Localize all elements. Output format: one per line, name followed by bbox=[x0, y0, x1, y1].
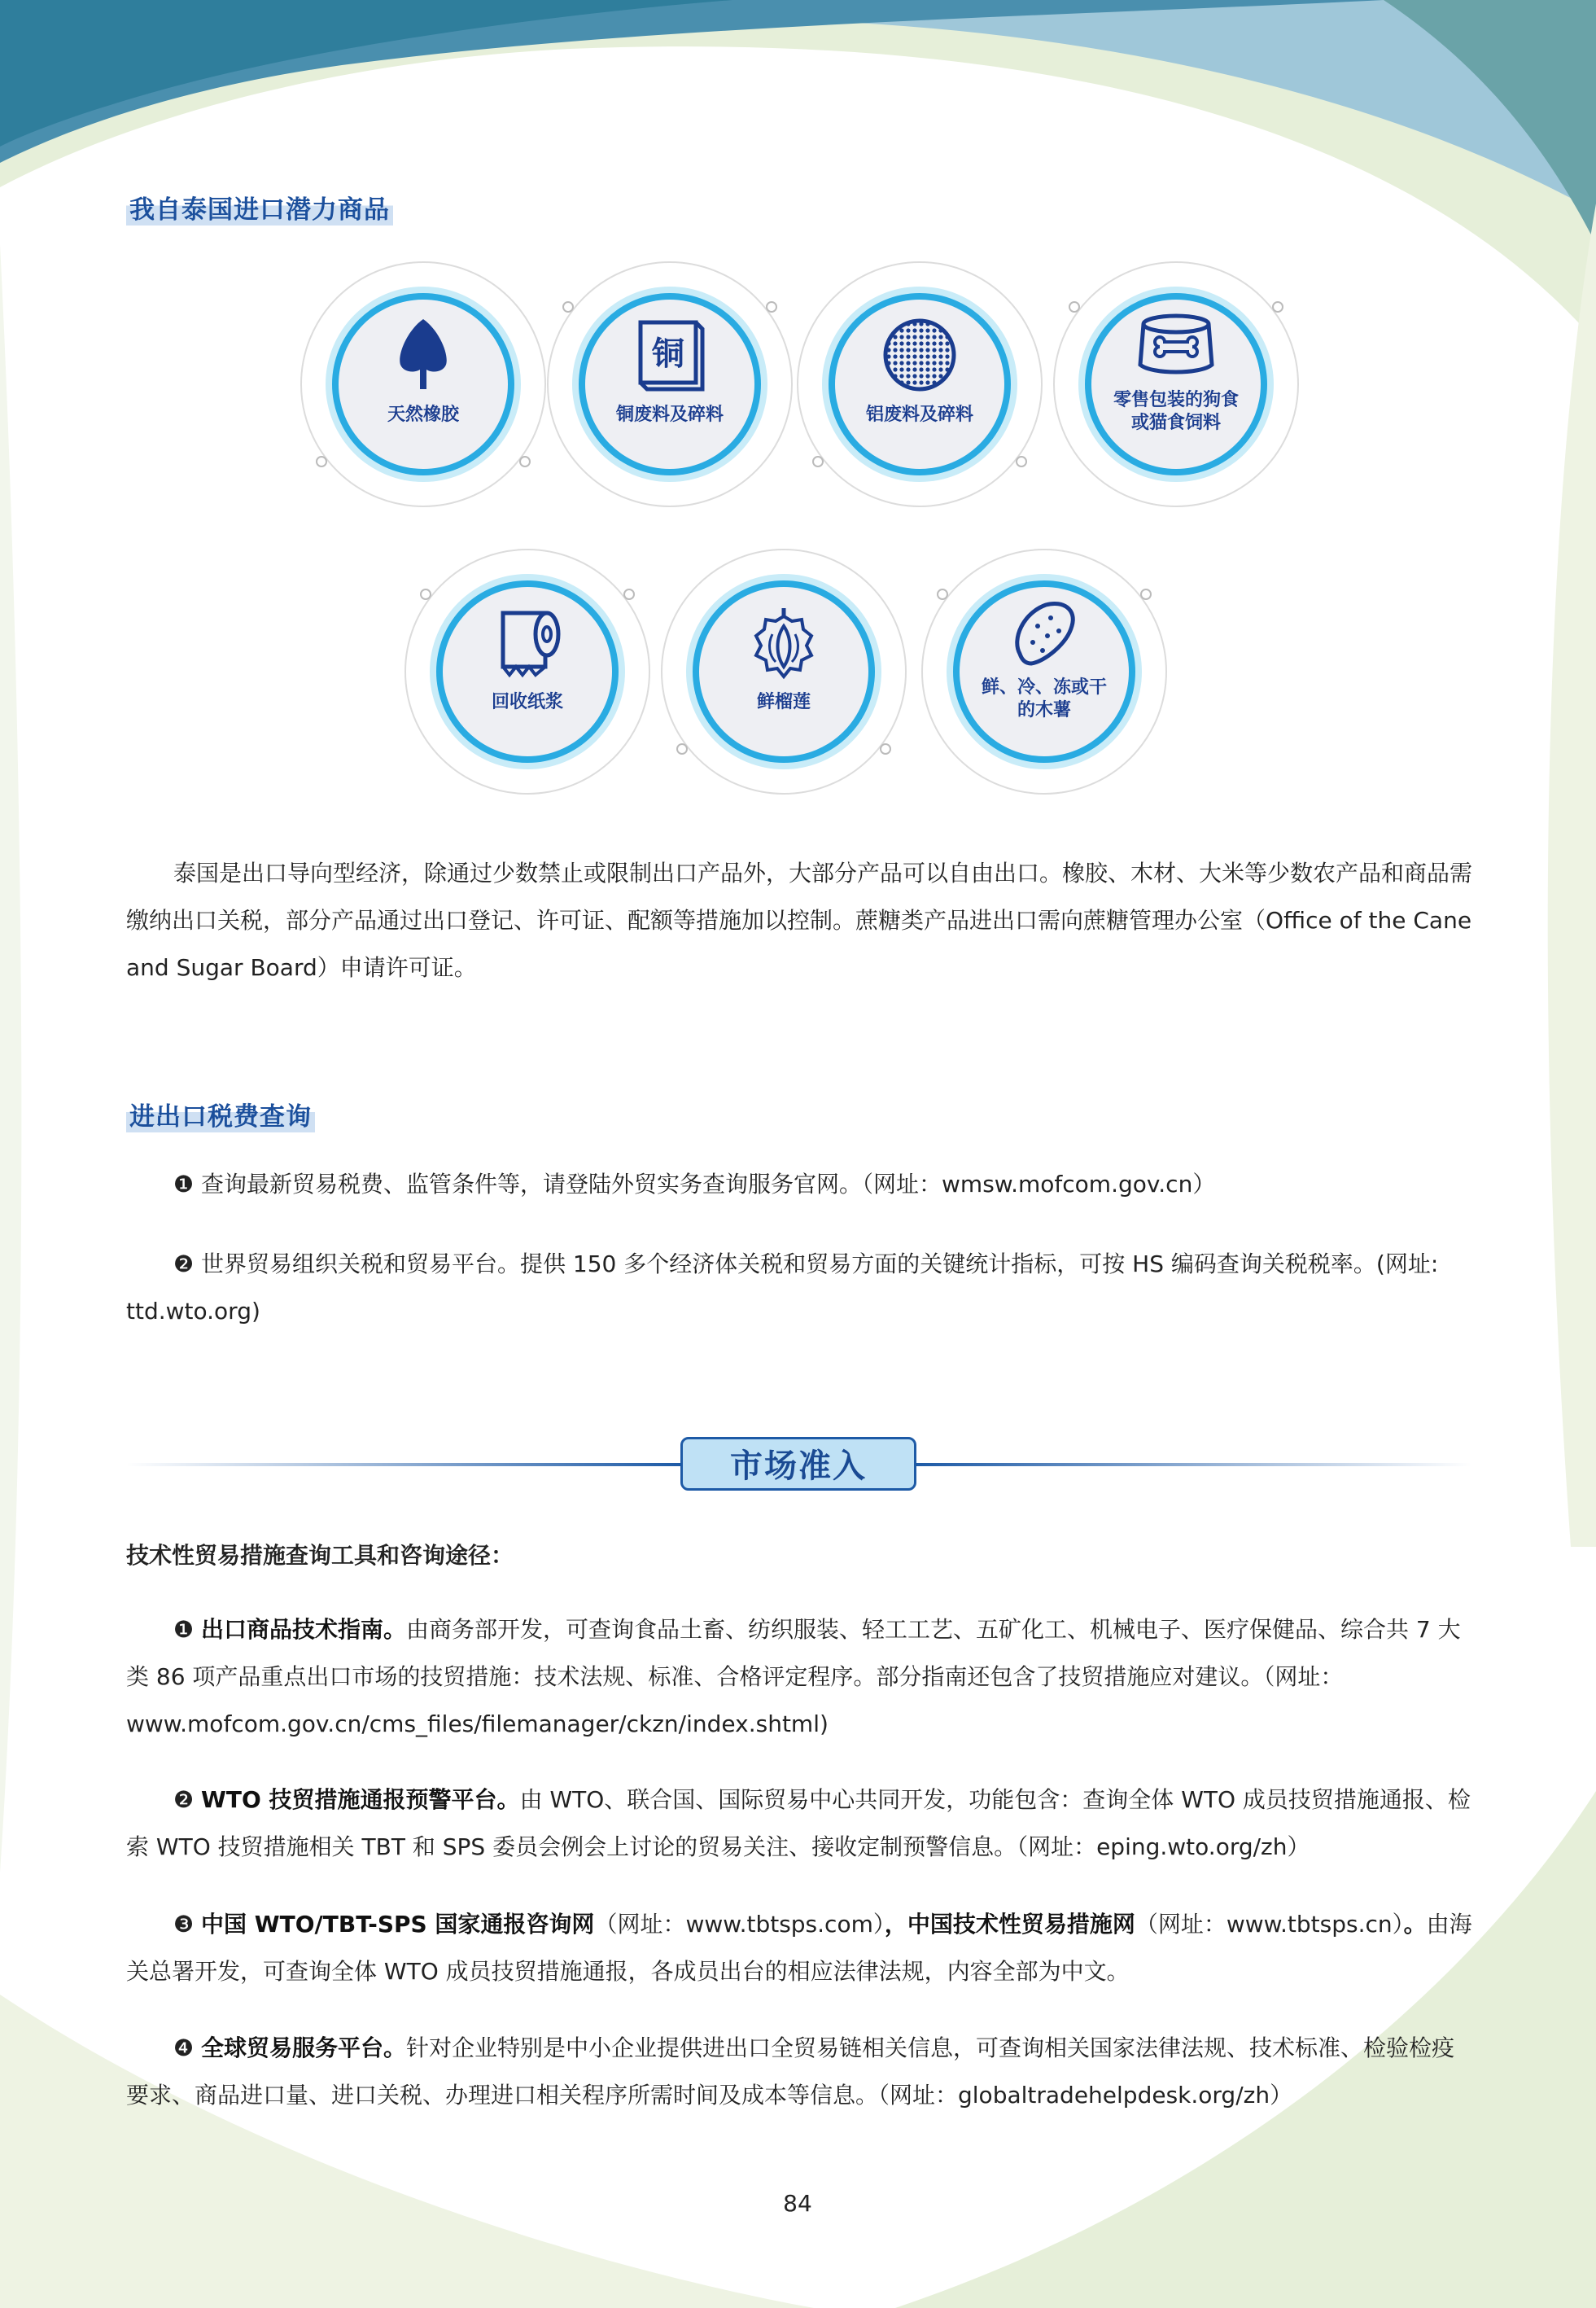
paper-roll-icon bbox=[487, 602, 568, 683]
copper-block-icon bbox=[629, 314, 711, 396]
section-banner-market-access: 市场准入 bbox=[680, 1437, 916, 1491]
pet-bowl-icon bbox=[1135, 306, 1217, 388]
tax-item-2 bbox=[126, 1241, 1477, 1335]
product-natural-rubber bbox=[297, 258, 549, 510]
item-number: ❹ bbox=[173, 2034, 195, 2061]
item-text: 查询最新贸易税费、监管条件等，请登陆外贸实务查询服务官网。（网址：wmsw.mofcom.gov.cn） bbox=[201, 1171, 1216, 1198]
item-number: ❶ bbox=[173, 1171, 195, 1198]
item-text: 针对企业特别是中小企业提供进出口全贸易链相关信息，可查询相关国家法律法规、技术标准、检验检疫要求、商品进口量、进口关税、办理进口相关程序所需时间及成本等信息。（网址：globaltradehelpdesk.org/zh） bbox=[126, 2034, 1455, 2109]
product-cassava bbox=[918, 545, 1170, 798]
item-bold-title: 中国 WTO/TBT-SPS 国家通报咨询网 bbox=[201, 1911, 595, 1938]
banner-line-left bbox=[126, 1463, 683, 1466]
cassava-icon bbox=[1004, 593, 1085, 675]
tree-icon bbox=[383, 314, 464, 396]
product-label: 零售包装的狗食 bbox=[1113, 390, 1239, 410]
product-label: 铝废料及碎料 bbox=[865, 405, 973, 425]
product-label-line2: 或猫食饲料 bbox=[1130, 413, 1221, 433]
product-copper-scrap bbox=[544, 258, 796, 510]
page-number: 84 bbox=[783, 2190, 812, 2217]
section-title-import-potential: 我自泰国进口潜力商品 bbox=[126, 189, 393, 226]
item-text: 世界贸易组织关税和贸易平台。提供 150 多个经济体关税和贸易方面的关键统计指标，可按 HS 编码查询关税税率。(网址: ttd.wto.org) bbox=[126, 1250, 1439, 1325]
item-bold-title: 全球贸易服务平台。 bbox=[201, 2034, 407, 2061]
product-recycled-pulp bbox=[401, 545, 654, 798]
product-aluminum-scrap bbox=[794, 258, 1046, 510]
product-label: 鲜、冷、冻或干 bbox=[981, 677, 1107, 698]
banner-line-right bbox=[914, 1463, 1471, 1466]
item-text: 由 WTO、联合国、国际贸易中心共同开发，功能包含：查询全体 WTO 成员技贸措施通报、检索 WTO 技贸措施相关 TBT 和 SPS 委员会例会上讨论的贸易关注、接收定制预警信息。（网址：eping.wto.org/zh） bbox=[126, 1786, 1471, 1860]
aluminum-mesh-icon bbox=[879, 314, 960, 396]
tax-item-1 bbox=[126, 1161, 1477, 1208]
item-text-2: （网址：www.tbtsps.cn） bbox=[1135, 1911, 1404, 1938]
product-label: 回收纸浆 bbox=[491, 692, 563, 712]
product-label-line2: 的木薯 bbox=[1017, 700, 1071, 720]
tbt-item-4 bbox=[126, 2025, 1477, 2119]
item-number: ❷ bbox=[173, 1786, 195, 1813]
item-number: ❶ bbox=[173, 1616, 195, 1643]
copper-icon-text: 铜 bbox=[652, 335, 684, 373]
product-label: 天然橡胶 bbox=[387, 405, 459, 425]
item-text-3: 由海关总署开发，可查询全体 WTO 成员技贸措施通报，各成员出台的相应法律法规，内容全部为中文。 bbox=[126, 1911, 1472, 1985]
item-number: ❸ bbox=[173, 1911, 195, 1938]
product-fresh-durian bbox=[658, 545, 910, 798]
tbt-heading: 技术性贸易措施查询工具和咨询途径： bbox=[126, 1542, 514, 1569]
item-text: 由商务部开发，可查询食品土畜、纺织服装、轻工工艺、五矿化工、机械电子、医疗保健品、综合共 7 大类 86 项产品重点出口市场的技贸措施：技术法规、标准、合格评定程序。部分指南还包含了技贸措施应对建议。（网址：www.mofcom.gov.cn/cms_files/filemanager/ckzn/index.shtml) bbox=[126, 1616, 1461, 1737]
tbt-item-1 bbox=[126, 1606, 1477, 1748]
item-bold-title-3: 。 bbox=[1403, 1911, 1427, 1938]
export-policy-paragraph: 泰国是出口导向型经济，除通过少数禁止或限制出口产品外，大部分产品可以自由出口。橡胶、木材、大米等少数农产品和商品需缴纳出口关税，部分产品通过出口登记、许可证、配额等措施加以控制。蔗糖类产品进出口需向蔗糖管理办公室（Office of the Cane and Sugar Board）申请许可证。 bbox=[126, 860, 1473, 981]
tbt-item-3 bbox=[126, 1901, 1477, 1995]
durian-icon bbox=[743, 602, 824, 683]
item-bold-title: WTO 技贸措施通报预警平台。 bbox=[201, 1786, 520, 1813]
item-bold-title-2: ，中国技术性贸易措施网 bbox=[884, 1911, 1135, 1938]
product-pet-food bbox=[1050, 258, 1302, 510]
tbt-item-2 bbox=[126, 1776, 1477, 1871]
product-label: 铜废料及碎料 bbox=[615, 405, 724, 425]
item-text: （网址：www.tbtsps.com） bbox=[594, 1911, 885, 1938]
section-title-tax-inquiry: 进出口税费查询 bbox=[126, 1096, 315, 1132]
item-bold-title: 出口商品技术指南。 bbox=[201, 1616, 407, 1643]
item-number: ❷ bbox=[173, 1250, 195, 1277]
product-label: 鲜榴莲 bbox=[756, 692, 811, 712]
